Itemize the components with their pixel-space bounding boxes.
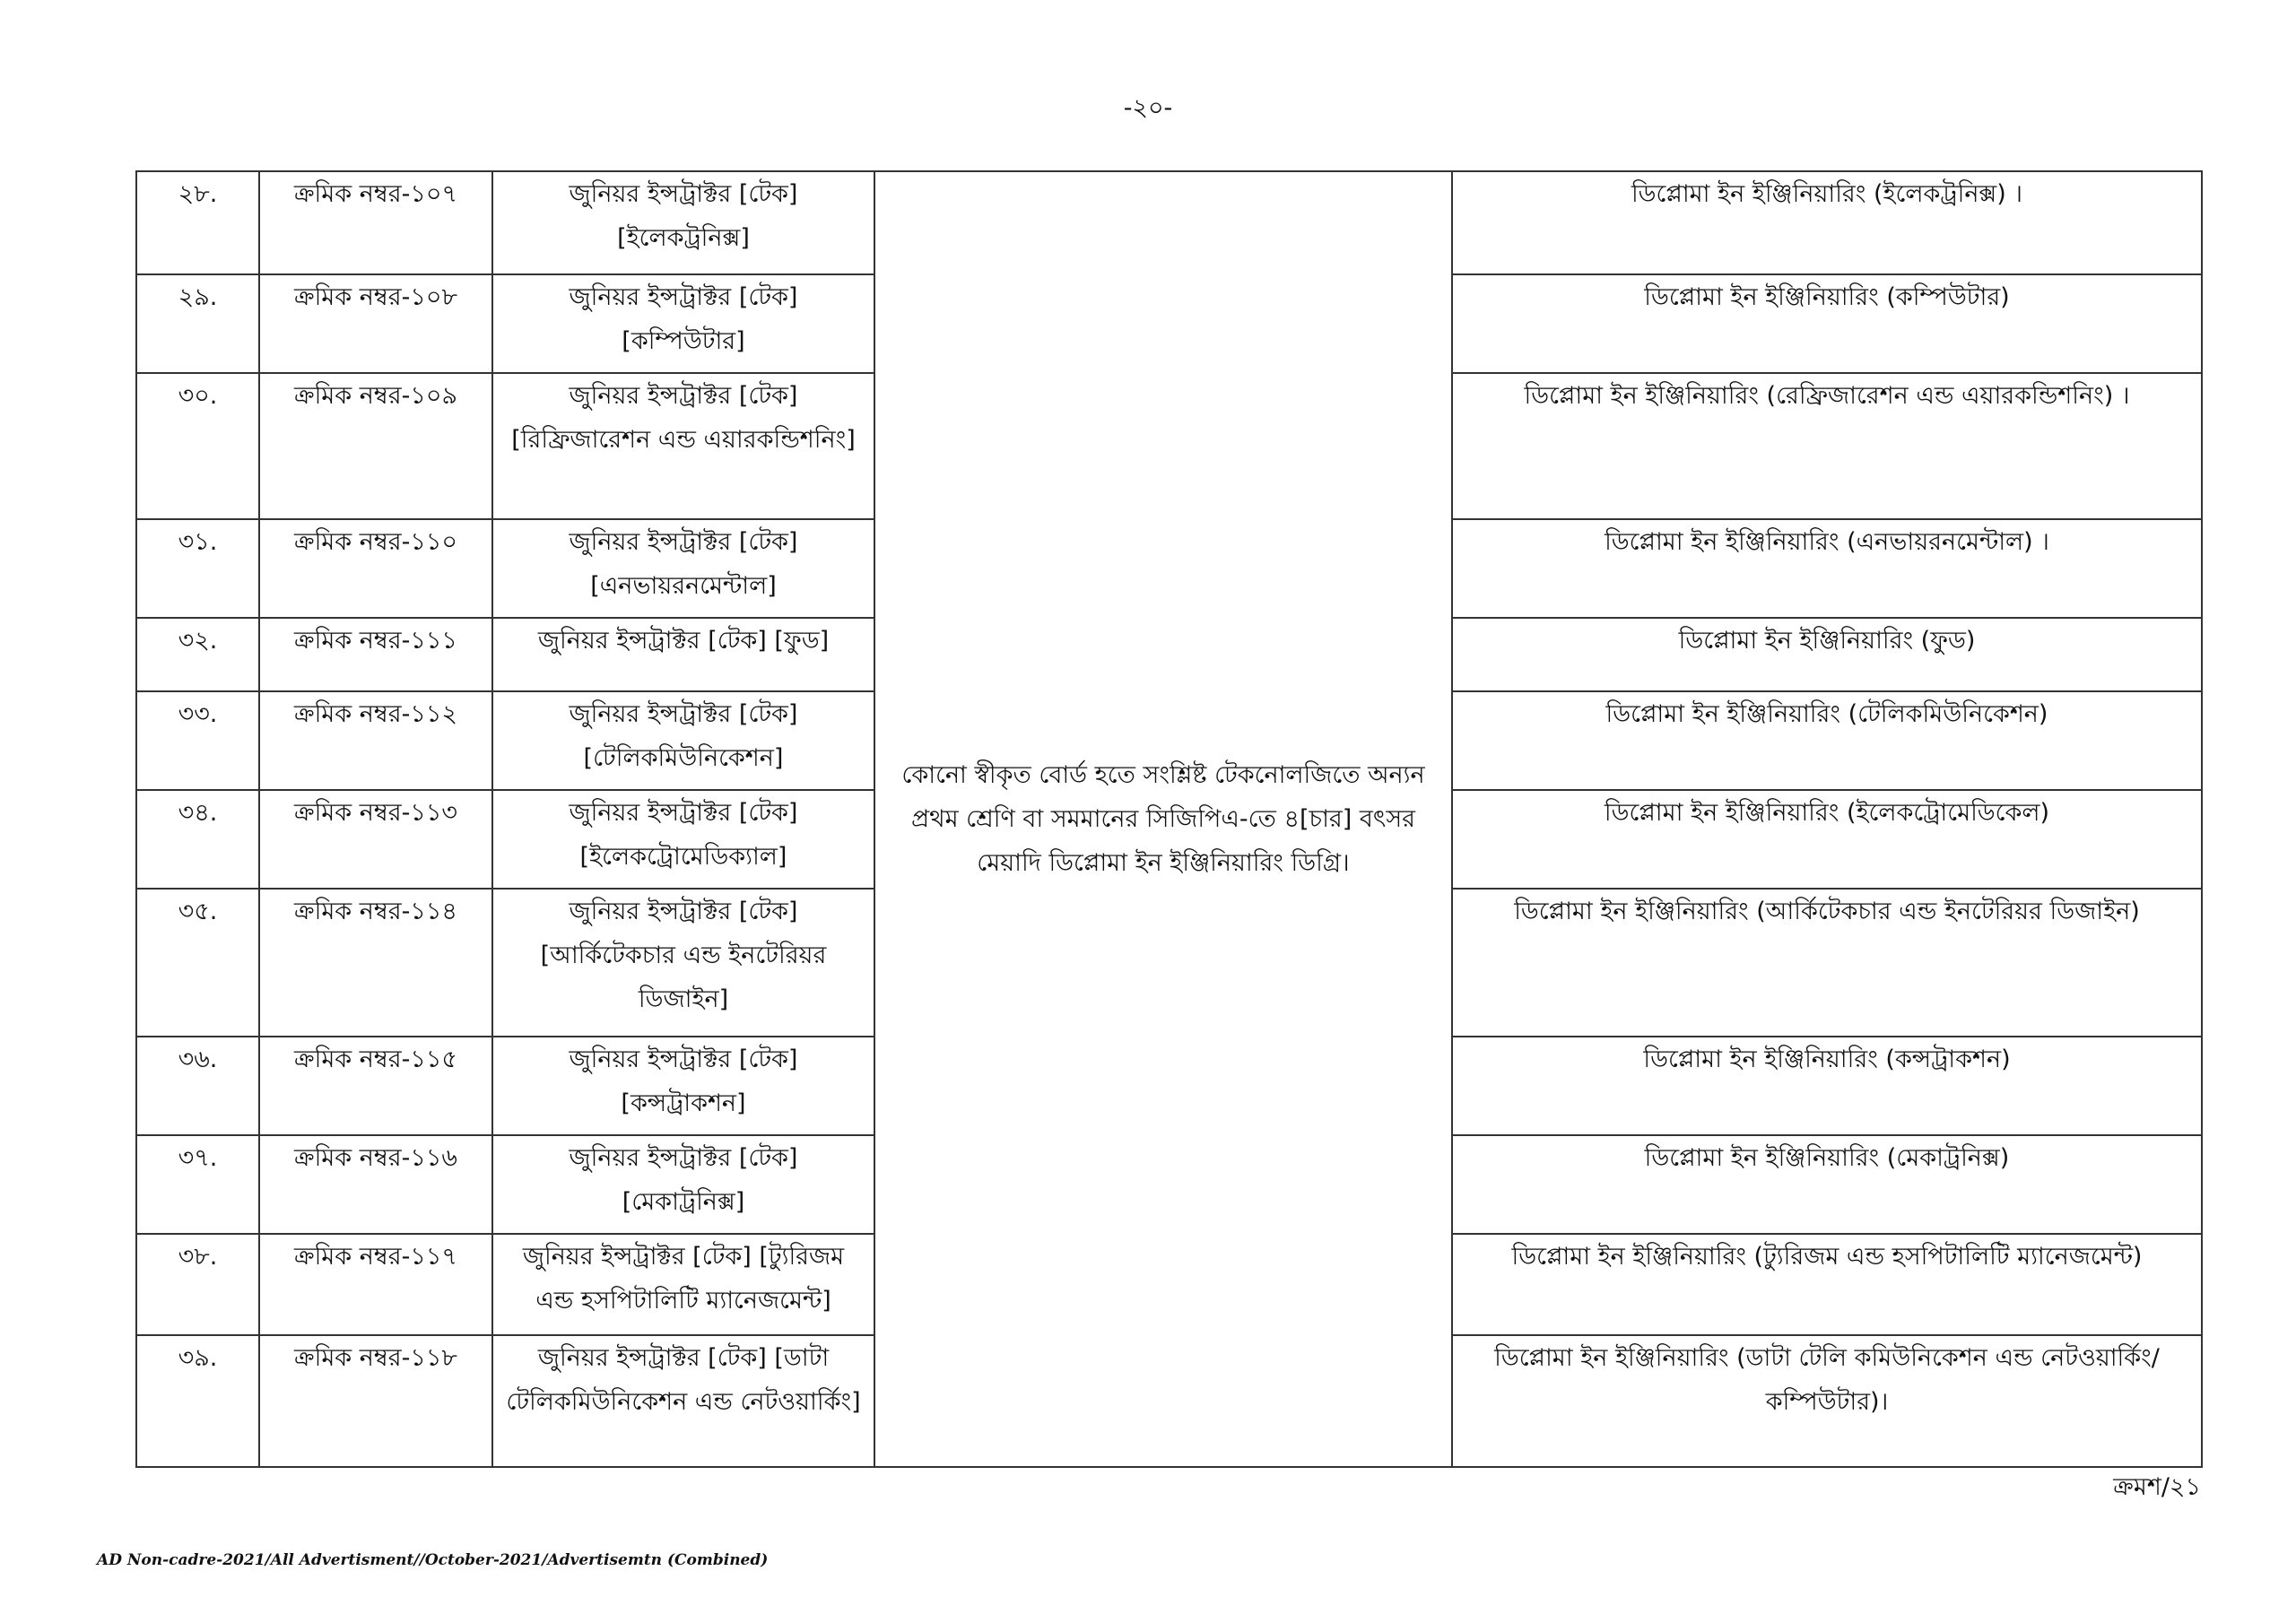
posts-table: [135, 170, 2203, 1468]
post-code-cell: ক্রমিক নম্বর-১১০: [259, 519, 492, 618]
post-name-cell: জুনিয়র ইন্সট্রাক্টর [টেক] [ফুড]: [492, 618, 874, 691]
footer-path: AD Non-cadre-2021/All Advertisment//October-2021/Advertisemtn (Combined): [97, 1551, 769, 1569]
serial-cell: ৩৭.: [136, 1135, 259, 1234]
post-code-cell: ক্রমিক নম্বর-১১৬: [259, 1135, 492, 1234]
diploma-cell: ডিপ্লোমা ইন ইঞ্জিনিয়ারিং (এনভায়রনমেন্টাল) ।: [1452, 519, 2202, 618]
post-name-cell: জুনিয়র ইন্সট্রাক্টর [টেক] [ডাটা টেলিকমিউনিকেশন এন্ড নেটওয়ার্কিং]: [492, 1335, 874, 1467]
post-code-cell: ক্রমিক নম্বর-১১৫: [259, 1037, 492, 1135]
post-code-cell: ক্রমিক নম্বর-১১৩: [259, 790, 492, 889]
serial-cell: ৩৪.: [136, 790, 259, 889]
diploma-cell: ডিপ্লোমা ইন ইঞ্জিনিয়ারিং (ইলেকট্রনিক্স) ।: [1452, 171, 2202, 274]
diploma-cell: ডিপ্লোমা ইন ইঞ্জিনিয়ারিং (ট্যুরিজম এন্ড হসপিটালিটি ম্যানেজমেন্ট): [1452, 1234, 2202, 1335]
post-name-cell: জুনিয়র ইন্সট্রাক্টর [টেক] [আর্কিটেকচার এন্ড ইনটেরিয়র ডিজাইন]: [492, 889, 874, 1037]
post-name-cell: জুনিয়র ইন্সট্রাক্টর [টেক] [কন্সট্রাকশন]: [492, 1037, 874, 1135]
serial-cell: ৩৯.: [136, 1335, 259, 1467]
diploma-cell: ডিপ্লোমা ইন ইঞ্জিনিয়ারিং (রেফ্রিজারেশন এন্ড এয়ারকন্ডিশনিং) ।: [1452, 373, 2202, 519]
post-code-cell: ক্রমিক নম্বর-১১২: [259, 691, 492, 790]
post-code-cell: ক্রমিক নম্বর-১১৮: [259, 1335, 492, 1467]
serial-cell: ৩০.: [136, 373, 259, 519]
post-code-cell: ক্রমিক নম্বর-১০৭: [259, 171, 492, 274]
post-code-cell: ক্রমিক নম্বর-১১১: [259, 618, 492, 691]
diploma-cell: ডিপ্লোমা ইন ইঞ্জিনিয়ারিং (ইলেকট্রোমেডিকেল): [1452, 790, 2202, 889]
diploma-cell: ডিপ্লোমা ইন ইঞ্জিনিয়ারিং (মেকাট্রনিক্স): [1452, 1135, 2202, 1234]
serial-cell: ৩৩.: [136, 691, 259, 790]
post-code-cell: ক্রমিক নম্বর-১১৪: [259, 889, 492, 1037]
post-code-cell: ক্রমিক নম্বর-১০৮: [259, 274, 492, 373]
serial-cell: ২৮.: [136, 171, 259, 274]
serial-cell: ২৯.: [136, 274, 259, 373]
diploma-cell: ডিপ্লোমা ইন ইঞ্জিনিয়ারিং (কম্পিউটার): [1452, 274, 2202, 373]
serial-cell: ৩৫.: [136, 889, 259, 1037]
post-name-cell: জুনিয়র ইন্সট্রাক্টর [টেক] [টেলিকমিউনিকেশন]: [492, 691, 874, 790]
diploma-cell: ডিপ্লোমা ইন ইঞ্জিনিয়ারিং (কন্সট্রাকশন): [1452, 1037, 2202, 1135]
post-name-cell: জুনিয়র ইন্সট্রাক্টর [টেক] [কম্পিউটার]: [492, 274, 874, 373]
post-name-cell: জুনিয়র ইন্সট্রাক্টর [টেক] [ইলেকট্রনিক্স]: [492, 171, 874, 274]
post-name-cell: জুনিয়র ইন্সট্রাক্টর [টেক] [রিফ্রিজারেশন এন্ড এয়ারকন্ডিশনিং]: [492, 373, 874, 519]
table-row: [136, 171, 2202, 274]
diploma-cell: ডিপ্লোমা ইন ইঞ্জিনিয়ারিং (ডাটা টেলি কমিউনিকেশন এন্ড নেটওয়ার্কিং/ কম্পিউটার)।: [1452, 1335, 2202, 1467]
serial-cell: ৩৮.: [136, 1234, 259, 1335]
serial-cell: ৩২.: [136, 618, 259, 691]
common-qualification-cell: কোনো স্বীকৃত বোর্ড হতে সংশ্লিষ্ট টেকনোলজিতে অন্যন প্রথম শ্রেণি বা সমমানের সিজিপিএ-তে ৪[চার] বৎসর মেয়াদি ডিপ্লোমা ইন ইঞ্জিনিয়ারিং ডিগ্রি।: [874, 171, 1452, 1467]
diploma-cell: ডিপ্লোমা ইন ইঞ্জিনিয়ারিং (আর্কিটেকচার এন্ড ইনটেরিয়র ডিজাইন): [1452, 889, 2202, 1037]
post-name-cell: জুনিয়র ইন্সট্রাক্টর [টেক] [ইলেকট্রোমেডিক্যাল]: [492, 790, 874, 889]
post-name-cell: জুনিয়র ইন্সট্রাক্টর [টেক] [মেকাট্রনিক্স]: [492, 1135, 874, 1234]
post-code-cell: ক্রমিক নম্বর-১০৯: [259, 373, 492, 519]
serial-cell: ৩৬.: [136, 1037, 259, 1135]
continued-note: ক্রমশ/২১: [2113, 1473, 2201, 1501]
post-name-cell: জুনিয়র ইন্সট্রাক্টর [টেক] [ট্যুরিজম এন্ড হসপিটালিটি ম্যানেজমেন্ট]: [492, 1234, 874, 1335]
diploma-cell: ডিপ্লোমা ইন ইঞ্জিনিয়ারিং (টেলিকমিউনিকেশন): [1452, 691, 2202, 790]
post-name-cell: জুনিয়র ইন্সট্রাক্টর [টেক] [এনভায়রনমেন্টাল]: [492, 519, 874, 618]
diploma-cell: ডিপ্লোমা ইন ইঞ্জিনিয়ারিং (ফুড): [1452, 618, 2202, 691]
post-code-cell: ক্রমিক নম্বর-১১৭: [259, 1234, 492, 1335]
page-number: -২০-: [1123, 94, 1173, 122]
serial-cell: ৩১.: [136, 519, 259, 618]
